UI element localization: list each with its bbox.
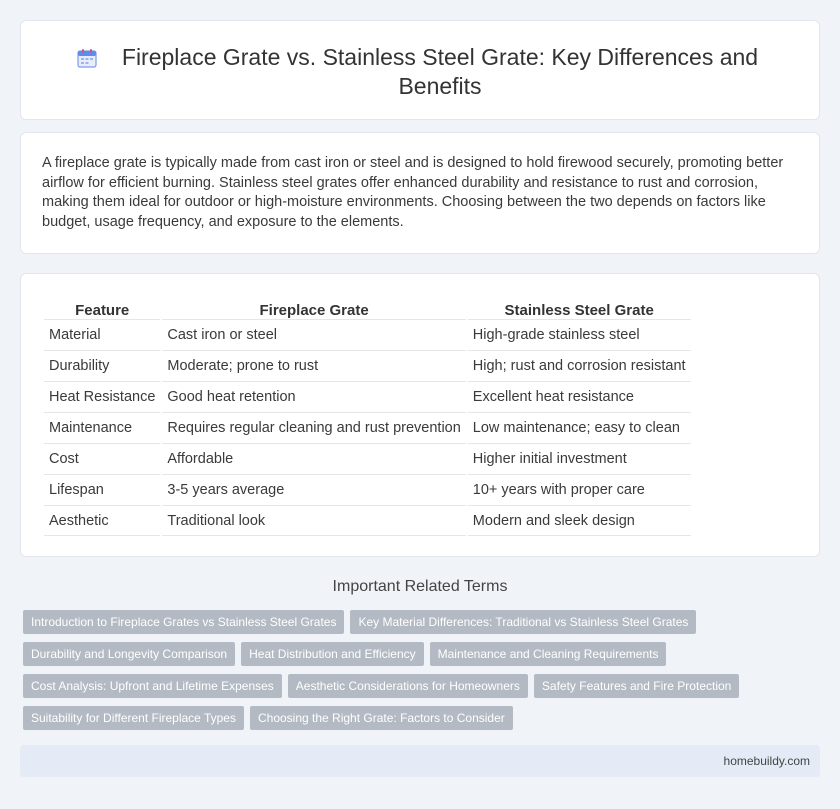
table-header-row xyxy=(44,295,691,319)
related-term-tag[interactable]: Durability and Longevity Comparison xyxy=(23,642,235,666)
table-cell: Low maintenance; easy to clean xyxy=(468,412,691,443)
page-title: Fireplace Grate vs. Stainless Steel Grate: Key Differences and Benefits xyxy=(121,44,759,99)
table-cell: Cost xyxy=(44,443,160,474)
table-row xyxy=(44,381,691,412)
table-cell: 3-5 years average xyxy=(162,474,465,505)
table-row xyxy=(44,443,691,474)
table-cell: Lifespan xyxy=(44,474,160,505)
table-row xyxy=(44,350,691,381)
table-cell: Traditional look xyxy=(162,505,465,536)
related-term-tag[interactable]: Aesthetic Considerations for Homeowners xyxy=(288,674,528,698)
table-cell: Heat Resistance xyxy=(44,381,160,412)
table-cell: Material xyxy=(44,319,160,350)
tag-row xyxy=(23,642,823,666)
tag-row xyxy=(23,674,823,698)
table-cell: Modern and sleek design xyxy=(468,505,691,536)
table-row xyxy=(44,474,691,505)
comparison-table xyxy=(42,295,693,536)
tag-row xyxy=(23,610,823,634)
table-cell: Moderate; prone to rust xyxy=(162,350,465,381)
table-cell: Aesthetic xyxy=(44,505,160,536)
table-cell: Cast iron or steel xyxy=(162,319,465,350)
table-cell: Excellent heat resistance xyxy=(468,381,691,412)
related-term-tag[interactable]: Suitability for Different Fireplace Types xyxy=(23,706,244,730)
intro-card xyxy=(20,132,820,254)
related-term-tag[interactable]: Choosing the Right Grate: Factors to Consider xyxy=(250,706,513,730)
related-term-tag[interactable]: Safety Features and Fire Protection xyxy=(534,674,739,698)
intro-paragraph: A fireplace grate is typically made from cast iron or steel and is designed to hold firewood securely, promoting better airflow for efficient burning. Stainless steel grates offer enhanced durability and resistance to rust and corrosion, making them ideal for outdoor or high-moisture environments. Choosing between the two depends on factors like budget, usage frequency, and exposure to the elements. xyxy=(42,155,784,230)
tag-row xyxy=(23,706,823,730)
table-row xyxy=(44,412,691,443)
table-cell: Higher initial investment xyxy=(468,443,691,474)
header-fireplace-grate: Fireplace Grate xyxy=(259,302,369,319)
table-cell: Maintenance xyxy=(44,412,160,443)
table-cell: Good heat retention xyxy=(162,381,465,412)
related-term-tag[interactable]: Heat Distribution and Efficiency xyxy=(241,642,424,666)
table-cell: 10+ years with proper care xyxy=(468,474,691,505)
header-card xyxy=(20,20,820,120)
footer-bar xyxy=(20,745,820,777)
footer-site-link[interactable]: homebuildy.com xyxy=(723,754,810,768)
table-cell: Durability xyxy=(44,350,160,381)
header-stainless-steel-grate: Stainless Steel Grate xyxy=(504,302,654,319)
table-cell: Requires regular cleaning and rust prevention xyxy=(162,412,465,443)
header-feature: Feature xyxy=(75,302,130,319)
related-terms-heading: Important Related Terms xyxy=(332,578,508,595)
related-terms-tags xyxy=(23,610,823,738)
table-row xyxy=(44,319,691,350)
table-cell: High; rust and corrosion resistant xyxy=(468,350,691,381)
related-term-tag[interactable]: Introduction to Fireplace Grates vs Stainless Steel Grates xyxy=(23,610,344,634)
related-term-tag[interactable]: Key Material Differences: Traditional vs Stainless Steel Grates xyxy=(350,610,696,634)
related-term-tag[interactable]: Cost Analysis: Upfront and Lifetime Expenses xyxy=(23,674,282,698)
table-cell: High-grade stainless steel xyxy=(468,319,691,350)
related-term-tag[interactable]: Maintenance and Cleaning Requirements xyxy=(430,642,667,666)
comparison-card xyxy=(20,273,820,557)
table-row xyxy=(44,505,691,536)
table-cell: Affordable xyxy=(162,443,465,474)
